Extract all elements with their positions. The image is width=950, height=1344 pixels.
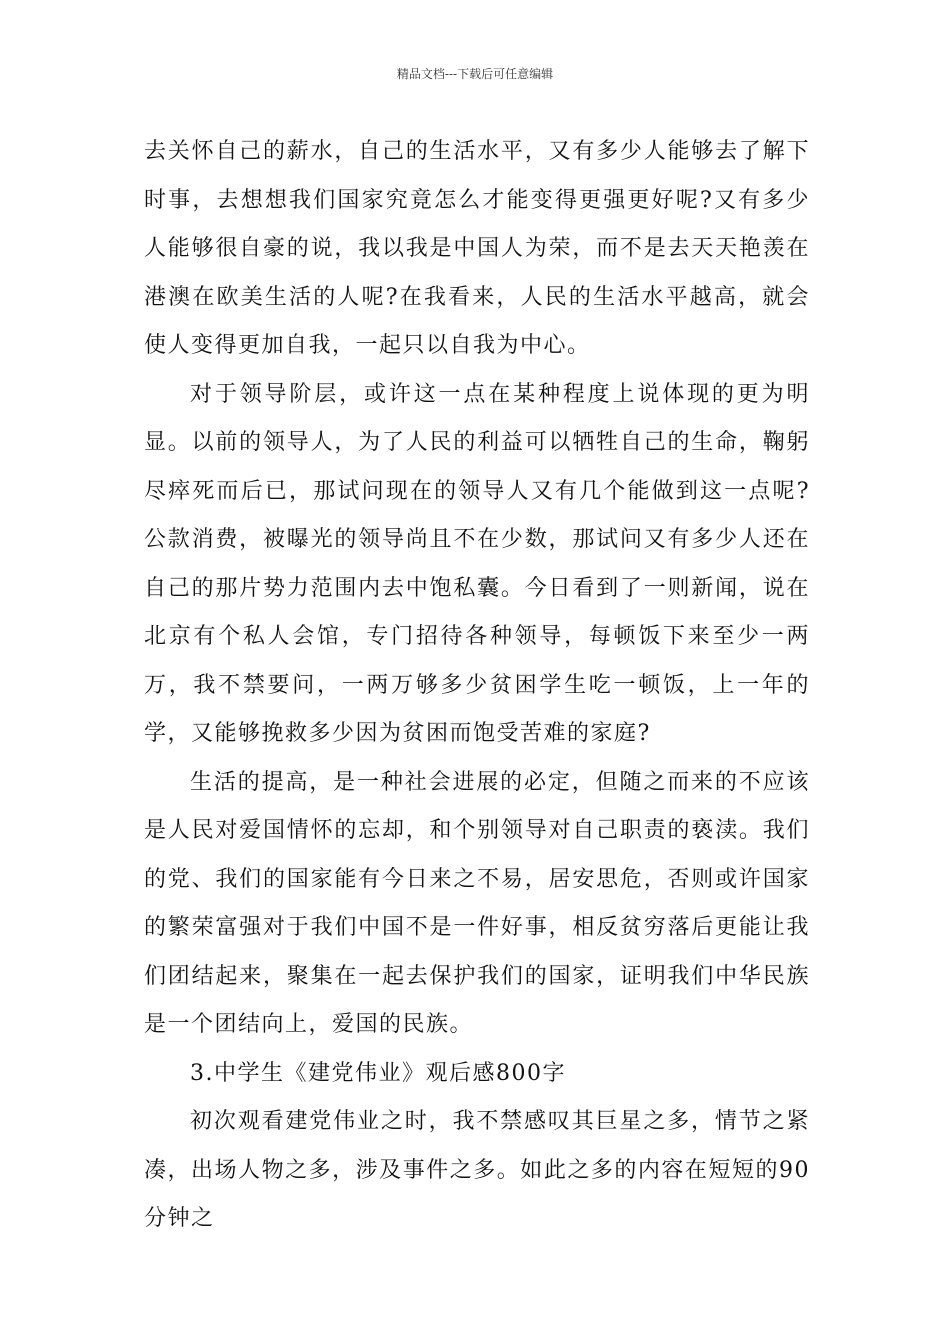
paragraph-3: 生活的提高，是一种社会进展的必定，但随之而来的不应该是人民对爱国情怀的忘却，和个别领导对自己职责的亵渎。我们的党、我们的国家能有今日来之不易，居安思危，否则或许国家的繁荣富强对于我们中国不是一件好事，相反贫穷落后更能让我们团结起来，聚集在一起去保护我们的国家，证明我们中华民族是一个团结向上，爱国的民族。 xyxy=(144,769,810,1037)
section-heading: 3.中学生《建党伟业》观后感800字 xyxy=(190,1060,566,1086)
paragraph-4: 初次观看建党伟业之时，我不禁感叹其巨星之多，情节之紧凑，出场人物之多，涉及事件之多。如此之多的内容在短短的90分钟之 xyxy=(144,1109,810,1231)
paragraph-1: 去关怀自己的薪水，自己的生活水平，又有多少人能够去了解下时事，去想想我们国家究竟怎么才能变得更强更好呢?又有多少人能够很自豪的说，我以我是中国人为荣，而不是去天天艳羡在港澳在欧美生活的人呢?在我看来，人民的生活水平越高，就会使人变得更加自我，一起只以自我为中心。 xyxy=(144,139,810,358)
page-header: 精品文档---下载后可任意编辑 xyxy=(396,67,554,81)
paragraph-2: 对于领导阶层，或许这一点在某种程度上说体现的更为明显。以前的领导人，为了人民的利益可以牺牲自己的生命，鞠躬尽瘁死而后已，那试问现在的领导人又有几个能做到这一点呢?公款消费，被曝光的领导尚且不在少数，那试问又有多少人还在自己的那片势力范围内去中饱私囊。今日看到了一则新闻，说在北京有个私人会馆，专门招待各种领导，每顿饭下来至少一两万，我不禁要问，一两万够多少贫困学生吃一顿饭，上一年的学，又能够挽救多少因为贫困而饱受苦难的家庭? xyxy=(144,381,810,746)
document-body xyxy=(144,128,810,1244)
